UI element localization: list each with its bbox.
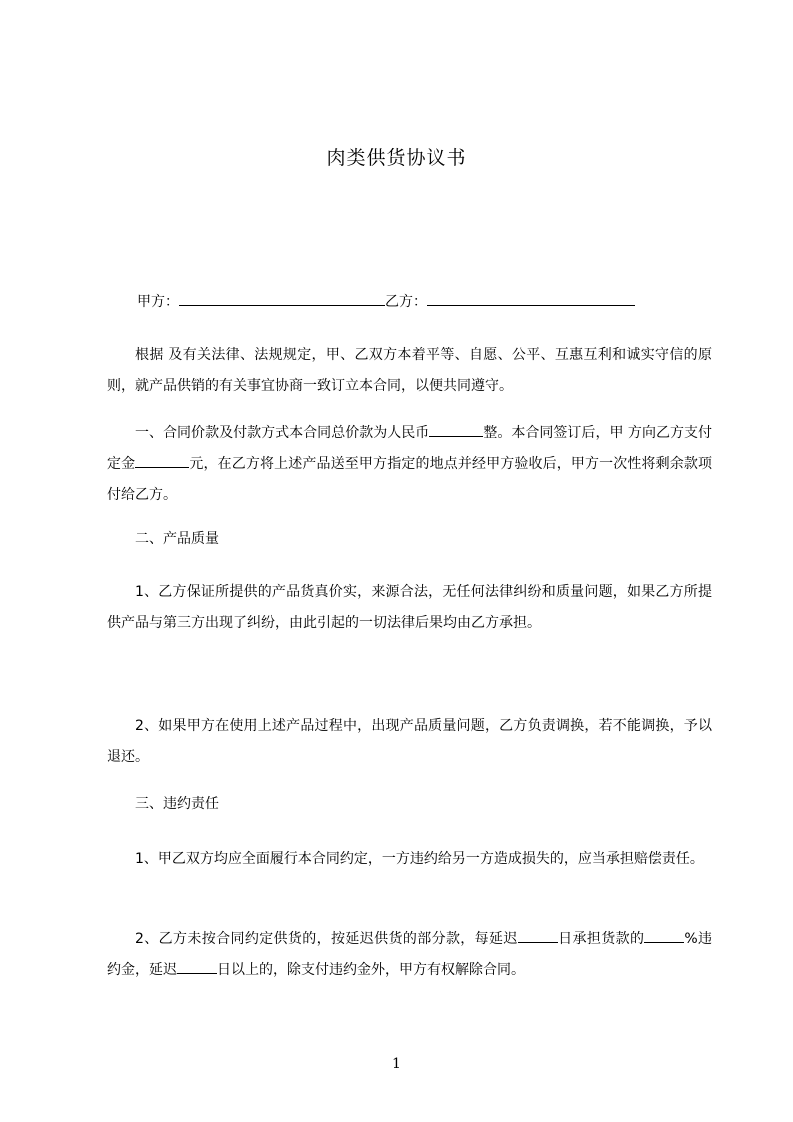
page-number: 1 bbox=[392, 1056, 401, 1072]
section-1-text-a: 一、合同价款及付款方式本合同总价款为人民币 bbox=[135, 425, 430, 441]
section-2-item-1: 1、乙方保证所提供的产品货真价实，来源合法，无任何法律纠纷和质量问题，如果乙方所提供产品与第三方出现了纠纷，由此引起的一切法律后果均由乙方承担。 bbox=[107, 584, 712, 631]
section-3-item-1: 1、甲乙双方均应全面履行本合同约定，一方违约给另一方造成损失的，应当承担赔偿责任。 bbox=[135, 851, 704, 867]
total-price-blank[interactable] bbox=[429, 421, 483, 437]
section-2-heading: 二、产品质量 bbox=[135, 531, 219, 547]
section-1-paragraph bbox=[107, 418, 712, 511]
section-3-item-2-text-d: 日以上的，除支付违约金外，甲方有权解除合同。 bbox=[217, 962, 525, 978]
section-3-item-2-text-c: %违约金，延迟 bbox=[107, 931, 712, 978]
party-b-label: 乙方： bbox=[385, 294, 427, 310]
section-3-heading: 三、违约责任 bbox=[135, 796, 219, 812]
party-a-label: 甲方： bbox=[137, 294, 179, 310]
party-a-blank[interactable] bbox=[179, 290, 385, 306]
max-delay-days-blank[interactable] bbox=[177, 958, 217, 974]
party-b-blank[interactable] bbox=[427, 290, 635, 306]
section-3-item-2-text-a: 2、乙方未按合同约定供货的，按延迟供货的部分款，每延迟 bbox=[135, 931, 518, 947]
delay-days-blank[interactable] bbox=[518, 927, 558, 943]
section-1-text-c: 元，在乙方将上述产品送至甲方指定的地点并经甲方验收后，甲方一次性将剩余款项付给乙方。 bbox=[107, 456, 713, 503]
penalty-percent-blank[interactable] bbox=[644, 927, 684, 943]
intro-paragraph: 根据 及有关法律、法规规定，甲、乙双方本着平等、自愿、公平、互惠互利和诚实守信的原则，就产品供销的有关事宜协商一致订立本合同，以便共同遵守。 bbox=[107, 347, 712, 394]
section-1-text-b: 整。本合同签订后，甲 方向乙方支付定金 bbox=[107, 425, 713, 472]
section-3-item-2-text-b: 日承担货款的 bbox=[557, 931, 645, 947]
section-2-item-2: 2、如果甲方在使用上述产品过程中，出现产品质量问题，乙方负责调换，若不能调换，予以退还。 bbox=[107, 718, 712, 765]
deposit-blank[interactable] bbox=[135, 452, 189, 468]
section-3-item-2 bbox=[107, 924, 712, 986]
parties-line bbox=[137, 290, 635, 312]
document-title: 肉类供货协议书 bbox=[326, 147, 467, 169]
